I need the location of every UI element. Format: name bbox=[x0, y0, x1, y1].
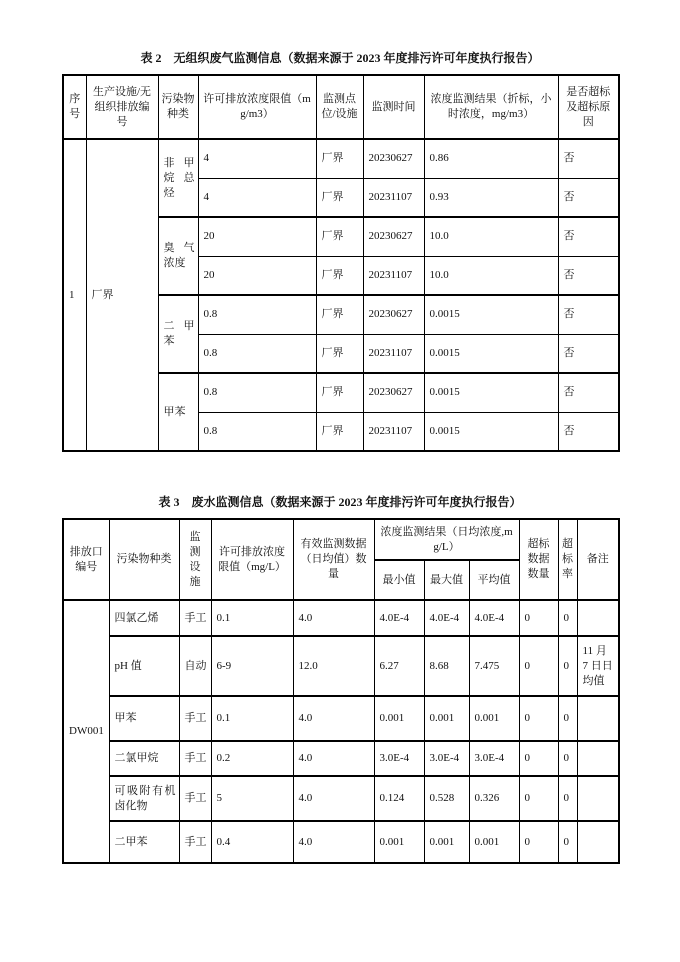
col-header-outlet: 排放口编号 bbox=[63, 519, 109, 600]
cell-limit: 0.1 bbox=[211, 600, 293, 636]
col-header-avg: 平均值 bbox=[469, 560, 519, 600]
cell-pollutant: 二氯甲烷 bbox=[109, 741, 179, 776]
col-header-time: 监测时间 bbox=[363, 75, 424, 139]
col-header-result-group: 浓度监测结果（日均浓度,mg/L） bbox=[374, 519, 519, 560]
cell-exceed-rate: 0 bbox=[558, 636, 577, 696]
cell-exceed: 否 bbox=[558, 334, 619, 373]
cell-exceed-rate: 0 bbox=[558, 821, 577, 863]
table2-header-row bbox=[63, 75, 619, 139]
gas-monitoring-table bbox=[62, 74, 620, 452]
cell-avg: 0.326 bbox=[469, 776, 519, 821]
cell-pollutant: 四氯乙烯 bbox=[109, 600, 179, 636]
cell-max: 0.001 bbox=[424, 696, 469, 741]
cell-result: 0.86 bbox=[424, 139, 558, 178]
cell-count: 12.0 bbox=[293, 636, 374, 696]
cell-pollutant: 甲苯 bbox=[109, 696, 179, 741]
cell-exceed-rate: 0 bbox=[558, 600, 577, 636]
cell-min: 0.124 bbox=[374, 776, 424, 821]
cell-time: 20230627 bbox=[363, 217, 424, 256]
col-header-point: 监测点位/设施 bbox=[316, 75, 363, 139]
cell-max: 8.68 bbox=[424, 636, 469, 696]
cell-remark bbox=[577, 696, 619, 741]
col-header-count: 有效监测数据（日均值）数量 bbox=[293, 519, 374, 600]
cell-exceed-count: 0 bbox=[519, 741, 558, 776]
cell-min: 0.001 bbox=[374, 821, 424, 863]
cell-limit: 20 bbox=[198, 217, 316, 256]
cell-exceed: 否 bbox=[558, 295, 619, 334]
cell-outlet: DW001 bbox=[63, 600, 109, 863]
cell-remark bbox=[577, 776, 619, 821]
cell-exceed-rate: 0 bbox=[558, 696, 577, 741]
col-header-seq: 序号 bbox=[63, 75, 86, 139]
col-header-exceed-count: 超标数据数量 bbox=[519, 519, 558, 600]
cell-time: 20231107 bbox=[363, 334, 424, 373]
cell-limit: 6-9 bbox=[211, 636, 293, 696]
cell-limit: 0.1 bbox=[211, 696, 293, 741]
cell-limit: 0.8 bbox=[198, 412, 316, 451]
table-row bbox=[63, 741, 619, 776]
cell-limit: 0.8 bbox=[198, 373, 316, 412]
cell-pollutant: 可吸附有机卤化物 bbox=[109, 776, 179, 821]
col-header-limit: 许可排放浓度限值（mg/m3） bbox=[198, 75, 316, 139]
cell-remark: 11 月 7 日日均值 bbox=[577, 636, 619, 696]
cell-point: 厂界 bbox=[316, 139, 363, 178]
col-header-facility: 生产设施/无组织排放编号 bbox=[86, 75, 158, 139]
cell-limit: 4 bbox=[198, 139, 316, 178]
cell-exceed-rate: 0 bbox=[558, 741, 577, 776]
cell-time: 20230627 bbox=[363, 295, 424, 334]
cell-result: 10.0 bbox=[424, 256, 558, 295]
cell-min: 3.0E-4 bbox=[374, 741, 424, 776]
cell-max: 0.528 bbox=[424, 776, 469, 821]
cell-pollutant: 臭气浓度 bbox=[158, 217, 198, 295]
cell-result: 0.93 bbox=[424, 178, 558, 217]
cell-method: 手工 bbox=[179, 696, 211, 741]
cell-point: 厂界 bbox=[316, 373, 363, 412]
cell-remark bbox=[577, 821, 619, 863]
cell-exceed: 否 bbox=[558, 217, 619, 256]
table2-title: 表 2 无组织废气监测信息（数据来源于 2023 年度排污许可年度执行报告） bbox=[140, 51, 540, 65]
cell-method: 手工 bbox=[179, 600, 211, 636]
cell-count: 4.0 bbox=[293, 776, 374, 821]
cell-limit: 20 bbox=[198, 256, 316, 295]
cell-method: 手工 bbox=[179, 776, 211, 821]
cell-exceed: 否 bbox=[558, 373, 619, 412]
cell-exceed-count: 0 bbox=[519, 600, 558, 636]
cell-pollutant: pH 值 bbox=[109, 636, 179, 696]
cell-remark bbox=[577, 741, 619, 776]
cell-count: 4.0 bbox=[293, 821, 374, 863]
cell-count: 4.0 bbox=[293, 600, 374, 636]
table-row bbox=[63, 600, 619, 636]
cell-time: 20230627 bbox=[363, 373, 424, 412]
cell-point: 厂界 bbox=[316, 334, 363, 373]
cell-exceed-count: 0 bbox=[519, 636, 558, 696]
cell-limit: 0.4 bbox=[211, 821, 293, 863]
col-header-pollutant: 污染物种类 bbox=[158, 75, 198, 139]
cell-result: 10.0 bbox=[424, 217, 558, 256]
cell-max: 0.001 bbox=[424, 821, 469, 863]
cell-point: 厂界 bbox=[316, 217, 363, 256]
cell-exceed-count: 0 bbox=[519, 776, 558, 821]
cell-time: 20230627 bbox=[363, 139, 424, 178]
cell-exceed: 否 bbox=[558, 178, 619, 217]
cell-avg: 0.001 bbox=[469, 696, 519, 741]
cell-exceed-rate: 0 bbox=[558, 776, 577, 821]
cell-min: 0.001 bbox=[374, 696, 424, 741]
table-row bbox=[63, 776, 619, 821]
col-header-limit: 许可排放浓度限值（mg/L） bbox=[211, 519, 293, 600]
cell-pollutant: 二甲苯 bbox=[158, 295, 198, 373]
cell-avg: 3.0E-4 bbox=[469, 741, 519, 776]
cell-method: 自动 bbox=[179, 636, 211, 696]
cell-limit: 5 bbox=[211, 776, 293, 821]
cell-time: 20231107 bbox=[363, 178, 424, 217]
col-header-method: 监测设施 bbox=[179, 519, 211, 600]
table-row bbox=[63, 636, 619, 696]
cell-max: 4.0E-4 bbox=[424, 600, 469, 636]
cell-point: 厂界 bbox=[316, 256, 363, 295]
cell-avg: 0.001 bbox=[469, 821, 519, 863]
cell-result: 0.0015 bbox=[424, 373, 558, 412]
cell-limit: 4 bbox=[198, 178, 316, 217]
cell-result: 0.0015 bbox=[424, 295, 558, 334]
cell-time: 20231107 bbox=[363, 256, 424, 295]
cell-seq: 1 bbox=[63, 139, 86, 451]
col-header-result: 浓度监测结果（折标，小时浓度，mg/m3） bbox=[424, 75, 558, 139]
cell-result: 0.0015 bbox=[424, 334, 558, 373]
cell-exceed-count: 0 bbox=[519, 696, 558, 741]
cell-pollutant: 甲苯 bbox=[158, 373, 198, 451]
col-header-max: 最大值 bbox=[424, 560, 469, 600]
col-header-remark: 备注 bbox=[577, 519, 619, 600]
cell-avg: 7.475 bbox=[469, 636, 519, 696]
table-row bbox=[63, 821, 619, 863]
cell-method: 手工 bbox=[179, 741, 211, 776]
table3-header-row-1 bbox=[63, 519, 619, 560]
col-header-exceed-rate: 超标率 bbox=[558, 519, 577, 600]
cell-time: 20231107 bbox=[363, 412, 424, 451]
cell-pollutant: 非甲烷总烃 bbox=[158, 139, 198, 217]
cell-limit: 0.8 bbox=[198, 295, 316, 334]
col-header-min: 最小值 bbox=[374, 560, 424, 600]
table-row bbox=[63, 139, 619, 178]
cell-facility: 厂界 bbox=[86, 139, 158, 451]
col-header-pollutant: 污染物种类 bbox=[109, 519, 179, 600]
cell-count: 4.0 bbox=[293, 741, 374, 776]
cell-exceed: 否 bbox=[558, 256, 619, 295]
cell-point: 厂界 bbox=[316, 412, 363, 451]
cell-max: 3.0E-4 bbox=[424, 741, 469, 776]
cell-count: 4.0 bbox=[293, 696, 374, 741]
cell-exceed-count: 0 bbox=[519, 821, 558, 863]
col-header-exceed: 是否超标及超标原因 bbox=[558, 75, 619, 139]
cell-method: 手工 bbox=[179, 821, 211, 863]
cell-exceed: 否 bbox=[558, 412, 619, 451]
cell-pollutant: 二甲苯 bbox=[109, 821, 179, 863]
cell-limit: 0.2 bbox=[211, 741, 293, 776]
wastewater-monitoring-table bbox=[62, 518, 620, 864]
cell-point: 厂界 bbox=[316, 295, 363, 334]
cell-result: 0.0015 bbox=[424, 412, 558, 451]
cell-limit: 0.8 bbox=[198, 334, 316, 373]
cell-avg: 4.0E-4 bbox=[469, 600, 519, 636]
cell-exceed: 否 bbox=[558, 139, 619, 178]
cell-remark bbox=[577, 600, 619, 636]
table-row bbox=[63, 696, 619, 741]
table3-title: 表 3 废水监测信息（数据来源于 2023 年度排污许可年度执行报告） bbox=[158, 495, 522, 509]
cell-point: 厂界 bbox=[316, 178, 363, 217]
cell-min: 6.27 bbox=[374, 636, 424, 696]
cell-min: 4.0E-4 bbox=[374, 600, 424, 636]
